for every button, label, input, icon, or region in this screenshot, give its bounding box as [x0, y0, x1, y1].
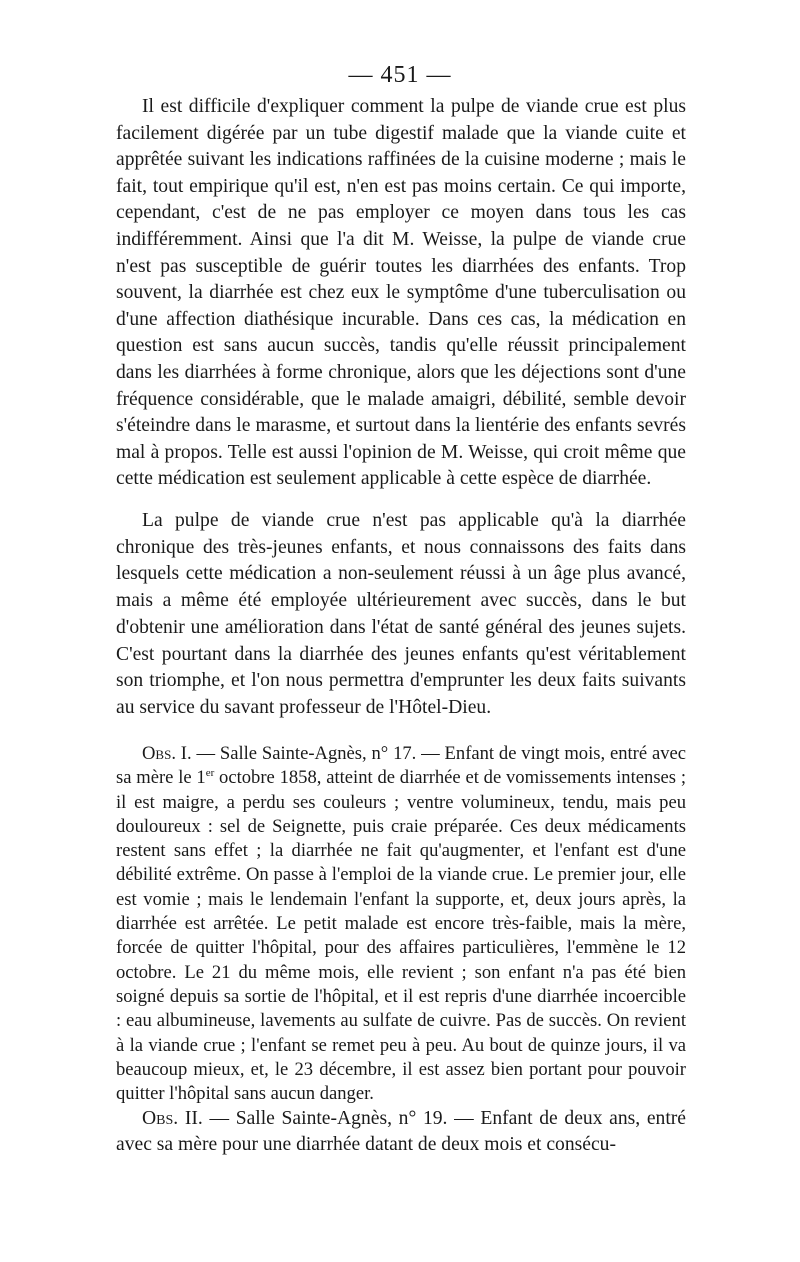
ordinal-superscript: er — [205, 767, 215, 780]
observation-2 — [116, 1106, 686, 1158]
observation-1-label: Obs. I. — [142, 743, 192, 764]
observation-1-text-start: — Salle Sainte-Agnès, n° 17. — Enfant de vingt mois, entré avec sa mère le 1 — [116, 743, 686, 789]
observation-2-label: Obs. II. — [142, 1108, 203, 1129]
observation-2-text: — Salle Sainte-Agnès, n° 19. — Enfant de deux ans, entré avec sa mère pour une diarrhée datant de deux mois et consécu- — [116, 1108, 686, 1155]
page-number: — 451 — — [348, 62, 452, 88]
paragraph-2: La pulpe de viande crue n'est pas applicable qu'à la diarrhée chronique des très-jeunes enfants, et nous connaissons des faits dans lesquels cette médication a non-seulement réussi à un âge plus avancé, mais a même été employée ultérieurement avec succès, dans le but d'obtenir une amélioration dans l'état de santé général des jeunes sujets. C'est pourtant dans la diarrhée des jeunes enfants qu'est véritablement son triomphe, et l'on nous permettra d'emprunter les deux faits suivants au service du savant professeur de l'Hôtel-Dieu. — [116, 510, 686, 718]
paragraph-1: Il est difficile d'expliquer comment la pulpe de viande crue est plus facilement digérée par un tube digestif malade que la viande cuite et apprêtée suivant les indications raffinées de la cuisine moderne ; mais le fait, tout empirique qu'il est, n'en est pas moins certain. Ce qui importe, cependant, c'est de ne pas employer ce moyen dans tous les cas indifféremment. Ainsi que l'a dit M. Weisse, la pulpe de viande crue n'est pas susceptible de guérir toutes les diarrhées des enfants. Trop souvent, la diarrhée est chez eux le symptôme d'une tuberculisation ou d'une affection diathésique incurable. Dans ces cas, la médication en question est sans aucun succès, tandis qu'elle réussit principalement dans les diarrhées à forme chronique, alors que les déjections sont d'une fréquence considérable, que le malade amaigri, débilité, semble devoir s'éteindre dans le marasme, et surtout dans la lientérie des enfants sevrés mal à propos. Telle est aussi l'opinion de M. Weisse, qui croit même que cette médication est seulement applicable à cette espèce de diarrhée. — [116, 96, 686, 490]
observation-1-text-rest: octobre 1858, atteint de diarrhée et de vomissements intenses ; il est maigre, a perdu ses couleurs ; ventre volumineux, tendu, mais peu douloureux : sel de Seignette, puis craie préparée. Ces deux médicaments restent sans effet ; la diarrhée ne fait qu'augmenter, et l'enfant est d'une débilité extrême. On passe à l'emploi de la viande crue. Le premier jour, elle est vomie ; mais le lendemain l'enfant la supporte, et, deux jours après, la diarrhée est arrêtée. Le petit malade est encore très-faible, mais la mère, forcée de quitter l'hôpital, pour des affaires particulières, l'emmène le 12 octobre. Le 21 du même mois, elle revient ; son enfant n'a pas été bien soigné depuis sa sortie de l'hôpital, et il est repris d'une diarrhée incoercible : eau albumineuse, lavements au sulfate de cuivre. Pas de succès. On revient à la viande crue ; l'enfant se remet peu à peu. Au bout de quinze jours, il va beaucoup mieux, et, le 23 décembre, il est assez bien portant pour pouvoir quitter l'hôpital sans aucun danger. — [116, 767, 686, 1105]
observation-1 — [116, 742, 686, 1106]
